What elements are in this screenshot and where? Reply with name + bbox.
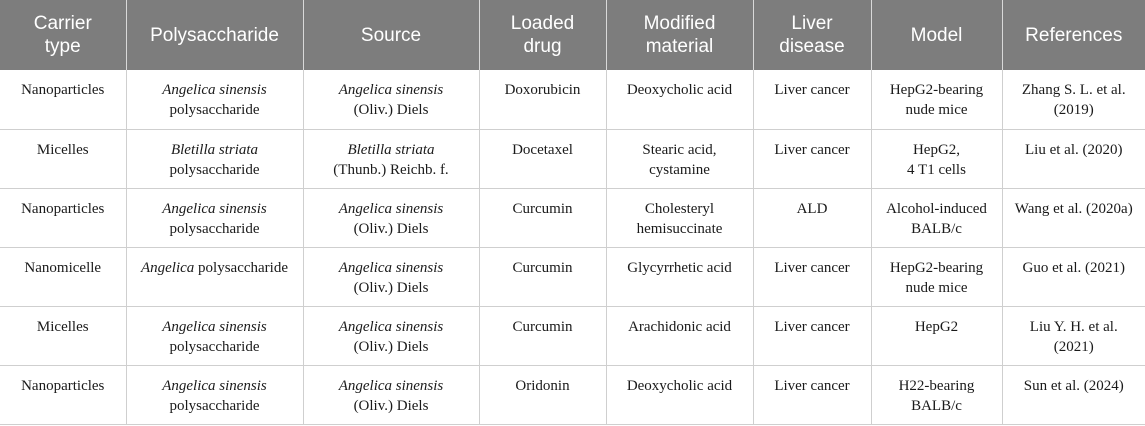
- cell-model: H22-bearing BALB/c: [871, 365, 1002, 424]
- cell-model: HepG2-bearing nude mice: [871, 247, 1002, 306]
- cell-carrier-type: Nanomicelle: [0, 247, 126, 306]
- cell-source: Angelica sinensis (Oliv.) Diels: [303, 247, 479, 306]
- cell-source: Angelica sinensis (Oliv.) Diels: [303, 188, 479, 247]
- cell-source: Bletilla striata (Thunb.) Reichb. f.: [303, 129, 479, 188]
- cell-polysaccharide: Angelica sinensis polysaccharide: [126, 188, 303, 247]
- cell-loaded-drug: Doxorubicin: [479, 70, 606, 129]
- cell-polysaccharide: Angelica sinensis polysaccharide: [126, 306, 303, 365]
- cell-model: HepG2-bearing nude mice: [871, 70, 1002, 129]
- cell-modified-material: Glycyrrhetic acid: [606, 247, 753, 306]
- cell-carrier-type: Nanoparticles: [0, 70, 126, 129]
- table-row: [0, 129, 1145, 188]
- table-row: [0, 365, 1145, 424]
- cell-modified-material: Deoxycholic acid: [606, 70, 753, 129]
- cell-carrier-type: Nanoparticles: [0, 365, 126, 424]
- cell-source: Angelica sinensis (Oliv.) Diels: [303, 306, 479, 365]
- cell-liver-disease: Liver cancer: [753, 129, 871, 188]
- cell-polysaccharide: Angelica polysaccharide: [126, 247, 303, 306]
- header-source: Source: [303, 0, 479, 70]
- cell-references: Zhang S. L. et al. (2019): [1002, 70, 1145, 129]
- cell-carrier-type: Micelles: [0, 306, 126, 365]
- cell-liver-disease: Liver cancer: [753, 365, 871, 424]
- cell-liver-disease: Liver cancer: [753, 306, 871, 365]
- cell-modified-material: Arachidonic acid: [606, 306, 753, 365]
- table-row: [0, 188, 1145, 247]
- cell-references: Sun et al. (2024): [1002, 365, 1145, 424]
- cell-modified-material: Deoxycholic acid: [606, 365, 753, 424]
- cell-polysaccharide: Angelica sinensis polysaccharide: [126, 70, 303, 129]
- cell-loaded-drug: Curcumin: [479, 188, 606, 247]
- cell-loaded-drug: Curcumin: [479, 306, 606, 365]
- cell-loaded-drug: Docetaxel: [479, 129, 606, 188]
- cell-carrier-type: Micelles: [0, 129, 126, 188]
- table-row: [0, 247, 1145, 306]
- cell-polysaccharide: Bletilla striata polysaccharide: [126, 129, 303, 188]
- header-references: References: [1002, 0, 1145, 70]
- cell-modified-material: Stearic acid, cystamine: [606, 129, 753, 188]
- cell-source: Angelica sinensis (Oliv.) Diels: [303, 365, 479, 424]
- header-modified-material: Modified material: [606, 0, 753, 70]
- cell-loaded-drug: Oridonin: [479, 365, 606, 424]
- header-loaded-drug: Loaded drug: [479, 0, 606, 70]
- table-header-row: [0, 0, 1145, 70]
- cell-carrier-type: Nanoparticles: [0, 188, 126, 247]
- cell-loaded-drug: Curcumin: [479, 247, 606, 306]
- cell-references: Wang et al. (2020a): [1002, 188, 1145, 247]
- cell-modified-material: Cholesteryl hemisuccinate: [606, 188, 753, 247]
- cell-liver-disease: ALD: [753, 188, 871, 247]
- cell-polysaccharide: Angelica sinensis polysaccharide: [126, 365, 303, 424]
- header-carrier-type: Carrier type: [0, 0, 126, 70]
- header-model: Model: [871, 0, 1002, 70]
- cell-model: HepG2, 4 T1 cells: [871, 129, 1002, 188]
- cell-liver-disease: Liver cancer: [753, 70, 871, 129]
- cell-model: HepG2: [871, 306, 1002, 365]
- cell-liver-disease: Liver cancer: [753, 247, 871, 306]
- header-liver-disease: Liver disease: [753, 0, 871, 70]
- header-polysaccharide: Polysaccharide: [126, 0, 303, 70]
- cell-references: Liu Y. H. et al. (2021): [1002, 306, 1145, 365]
- cell-references: Guo et al. (2021): [1002, 247, 1145, 306]
- cell-references: Liu et al. (2020): [1002, 129, 1145, 188]
- table-row: [0, 306, 1145, 365]
- table-row: [0, 70, 1145, 129]
- cell-model: Alcohol-induced BALB/c: [871, 188, 1002, 247]
- table-body: [0, 70, 1145, 424]
- cell-source: Angelica sinensis (Oliv.) Diels: [303, 70, 479, 129]
